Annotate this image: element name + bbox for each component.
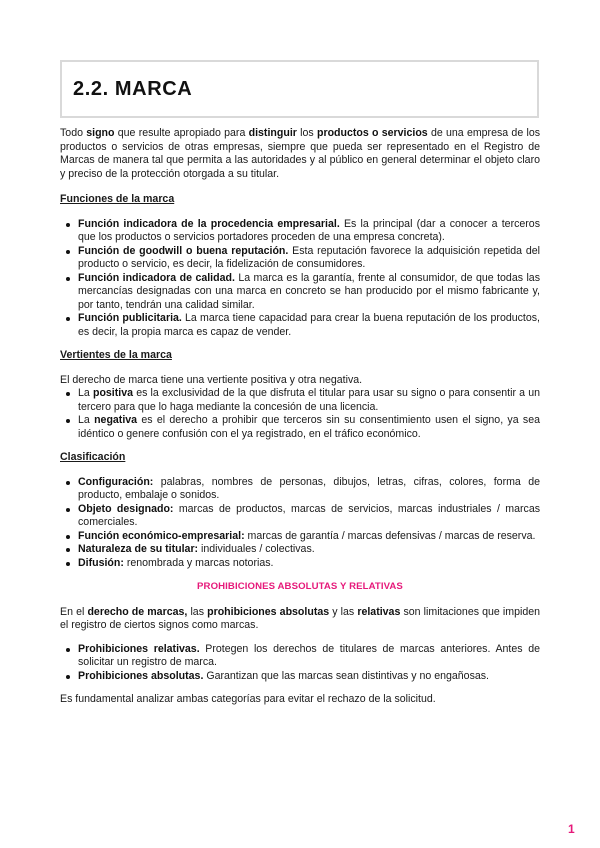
list-item: La positiva es la exclusividad de la que disfruta el titular para usar su signo o para consentir a un tercero para que lo haga mediante la concesión de una licencia. [60,387,540,414]
list-item: Prohibiciones absolutas. Garantizan que las marcas sean distintivas y no engañosas. [60,670,540,684]
list-item: Función económico-empresarial: marcas de garantía / marcas defensivas / marcas de reserva. [60,530,540,544]
section-heading-vertientes: Vertientes de la marca [60,349,172,361]
list-item: La negativa es el derecho a prohibir que terceros sin su consentimiento usen el signo, ya sea idéntico o genere confusión con el ya registrado, en el tráfico económico. [60,414,540,441]
list-item: Naturaleza de su titular: individuales / colectivas. [60,543,540,557]
closing-paragraph: Es fundamental analizar ambas categorías para evitar el rechazo de la solicitud. [60,693,436,705]
list-item: Función indicadora de calidad. La marca es la garantía, frente al consumidor, de que todas las mercancías designadas con una marca en concreto se han producido por el mismo fabricante y, por tanto, tendrán una calidad similar. [60,272,540,313]
list-item: Función de goodwill o buena reputación. Esta reputación favorece la adquisición repetida del producto o servicio, es decir, la fidelización de consumidores. [60,245,540,272]
prohibiciones-heading: PROHIBICIONES ABSOLUTAS Y RELATIVAS [197,581,403,592]
list-item: Objeto designado: marcas de productos, marcas de servicios, marcas industriales / marcas comerciales. [60,503,540,530]
list-item: Difusión: renombrada y marcas notorias. [60,557,540,571]
page-number: 1 [568,822,575,836]
vertientes-list [60,387,540,441]
vertientes-intro: El derecho de marca tiene una vertiente positiva y otra negativa. [60,373,363,386]
list-item: Prohibiciones relativas. Protegen los derechos de titulares de marcas anteriores. Antes de solicitar un registro de marca. [60,643,540,670]
funciones-list [60,218,540,340]
title-box [60,60,539,118]
prohibiciones-intro: En el derecho de marcas, las prohibiciones absolutas y las relativas son limitaciones que impiden el registro de ciertos signos como marcas. [60,605,541,631]
clasificacion-list [60,476,540,571]
section-heading-clasificacion: Clasificación [60,451,126,463]
list-item: Función publicitaria. La marca tiene capacidad para crear la buena reputación de los productos, es decir, la propia marca es capaz de vender. [60,312,540,339]
page-title: 2.2. MARCA [73,77,193,100]
list-item: Configuración: palabras, nombres de personas, dibujos, letras, cifras, colores, forma de producto, embalaje o sonidos. [60,476,540,503]
list-item: Función indicadora de la procedencia empresarial. Es la principal (dar a conocer a terceros que los productos o servicios portadores proceden de una empresa concreta). [60,218,540,245]
document-body [60,127,540,707]
prohibiciones-list [60,643,540,684]
section-heading-funciones: Funciones de la marca [60,193,175,205]
intro-paragraph: Todo signo que resulte apropiado para distinguir los productos o servicios de una empresa de los productos o servicios de otras empresas, siempre que pueda ser representado en el Registro de Marcas de manera tal que permita a las autoridades y al público en general determinar el objeto claro y preciso de la protección otorgada a su titular. [60,127,541,180]
